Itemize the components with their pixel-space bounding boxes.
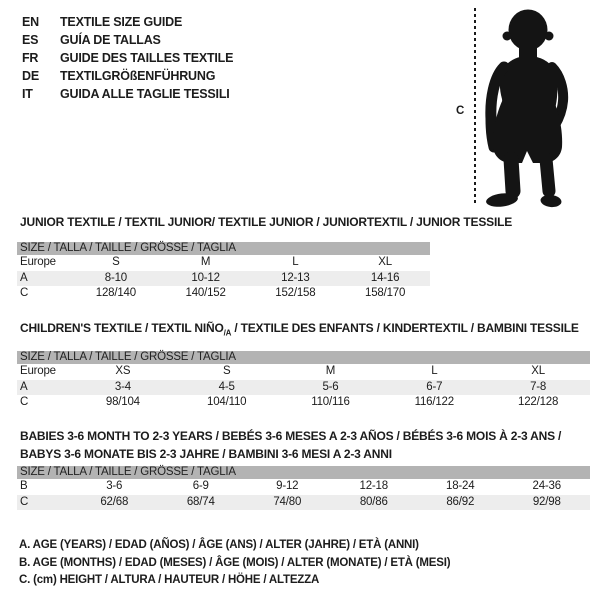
cell: 14-16 <box>340 271 430 287</box>
junior-size-table <box>17 255 430 302</box>
cell: 5-6 <box>279 380 383 396</box>
lang-label: GUIDE DES TAILLES TEXTILE <box>60 51 234 65</box>
cell: XL <box>378 256 392 268</box>
cell: 12-18 <box>359 480 388 492</box>
table-row <box>17 271 430 287</box>
table-row <box>17 364 590 380</box>
cell: 98/104 <box>105 396 140 409</box>
lang-label: TEXTILGRÖßENFÜHRUNG <box>60 69 216 83</box>
title-text: / TEXTILE DES ENFANTS / KINDERTEXTIL / BAMBINI TESSILE <box>231 321 579 335</box>
cell: 6-7 <box>382 380 486 396</box>
cell: 6-9 <box>192 480 209 492</box>
legend-line-c: C. (cm) HEIGHT / ALTURA / HAUTEUR / HÖHE / ALTEZZA <box>19 574 320 586</box>
cell: 152/158 <box>275 287 316 299</box>
table-row <box>17 479 590 495</box>
lang-code: ES <box>22 33 39 47</box>
title-subscript: /A <box>223 328 232 338</box>
cell: 62/68 <box>71 495 158 511</box>
junior-size-header-bar: SIZE / TALLA / TAILLE / GRÖSSE / TAGLIA <box>17 242 430 255</box>
cell: L <box>292 256 299 268</box>
cell: 12-13 <box>251 271 341 287</box>
table-row <box>17 255 430 271</box>
cell: 4-5 <box>175 380 279 396</box>
cell: 7-8 <box>486 380 590 396</box>
cell: 8-10 <box>71 271 161 287</box>
lang-label: TEXTILE SIZE GUIDE <box>60 15 183 29</box>
height-dashed-line <box>474 8 476 205</box>
cell: XL <box>531 365 545 378</box>
lang-row-it <box>22 85 233 103</box>
babies-table-section <box>17 427 590 510</box>
lang-label: GUÍA DE TALLAS <box>60 33 161 47</box>
cell: 104/110 <box>207 396 247 409</box>
cell: XS <box>115 365 131 378</box>
cell: 3-6 <box>106 480 123 492</box>
cell: 86/92 <box>417 495 504 511</box>
cell: 74/80 <box>244 495 331 511</box>
table-row <box>17 380 590 396</box>
junior-table-section <box>17 215 513 302</box>
babies-size-table <box>17 479 590 510</box>
cell: S <box>112 256 120 268</box>
cell: 68/74 <box>158 495 245 511</box>
height-marker-label: C <box>456 105 465 117</box>
cell: 3-4 <box>71 380 175 396</box>
title-text: CHILDREN'S TEXTILE / TEXTIL NIÑO <box>20 321 224 335</box>
legend-line-b: B. AGE (MONTHS) / EDAD (MESES) / ÂGE (MOIS) / ALTER (MONATE) / ETÀ (MESI) <box>19 556 451 569</box>
cell: Europe <box>20 365 56 378</box>
junior-table-title: JUNIOR TEXTILE / TEXTIL JUNIOR/ TEXTILE JUNIOR / JUNIORTEXTIL / JUNIOR TESSILE <box>20 215 513 229</box>
children-table-section <box>17 322 590 411</box>
cell: Europe <box>20 256 56 268</box>
lang-code: IT <box>22 87 33 101</box>
children-size-table <box>17 364 590 411</box>
cell: 140/152 <box>185 287 226 299</box>
lang-code: DE <box>22 69 39 83</box>
children-table-title <box>17 322 590 339</box>
cell: 110/116 <box>311 396 350 409</box>
cell: S <box>222 365 231 378</box>
cell: A <box>17 271 71 287</box>
babies-table-title-line2: BABYS 3-6 MONATE BIS 2-3 JAHRE / BAMBINI 3-6 MESI A 2-3 ANNI <box>20 447 392 461</box>
legend-line-a: A. AGE (YEARS) / EDAD (AÑOS) / ÂGE (ANS) / ALTER (JAHRE) / ETÀ (ANNI) <box>19 539 419 551</box>
cell: M <box>200 256 211 268</box>
cell: C <box>17 495 71 511</box>
lang-row-en <box>22 13 233 31</box>
cell: C <box>20 287 29 299</box>
cell: C <box>20 396 29 409</box>
lang-row-es <box>22 31 233 49</box>
table-row <box>17 395 590 411</box>
cell: 158/170 <box>365 287 406 299</box>
cell: 128/140 <box>95 287 136 299</box>
babies-size-header-bar: SIZE / TALLA / TAILLE / GRÖSSE / TAGLIA <box>17 466 590 479</box>
cell: 10-12 <box>161 271 251 287</box>
cell: M <box>325 365 336 378</box>
cell: L <box>431 365 438 378</box>
cell: 92/98 <box>504 495 591 511</box>
babies-table-title-line1: BABIES 3-6 MONTH TO 2-3 YEARS / BEBÉS 3-6 MESES A 2-3 AÑOS / BÉBÉS 3-6 MOIS À 2-3 ANS / <box>20 429 562 443</box>
lang-row-fr <box>22 49 233 67</box>
table-row <box>17 495 590 511</box>
baby-silhouette-icon <box>478 7 578 209</box>
cell: 9-12 <box>276 480 299 492</box>
cell: 116/122 <box>414 396 454 409</box>
cell: A <box>17 380 71 396</box>
cell: 122/128 <box>518 396 559 409</box>
lang-label: GUIDA ALLE TAGLIE TESSILI <box>60 87 230 101</box>
cell: 80/86 <box>331 495 418 511</box>
lang-row-de <box>22 67 233 85</box>
children-size-header-bar: SIZE / TALLA / TAILLE / GRÖSSE / TAGLIA <box>17 351 590 364</box>
cell: B <box>20 480 28 492</box>
language-title-list <box>22 13 233 103</box>
lang-code: EN <box>22 15 39 29</box>
table-row <box>17 286 430 302</box>
legend <box>19 537 450 590</box>
cell: 18-24 <box>446 480 475 492</box>
lang-code: FR <box>22 51 39 65</box>
cell: 24-36 <box>532 480 561 492</box>
